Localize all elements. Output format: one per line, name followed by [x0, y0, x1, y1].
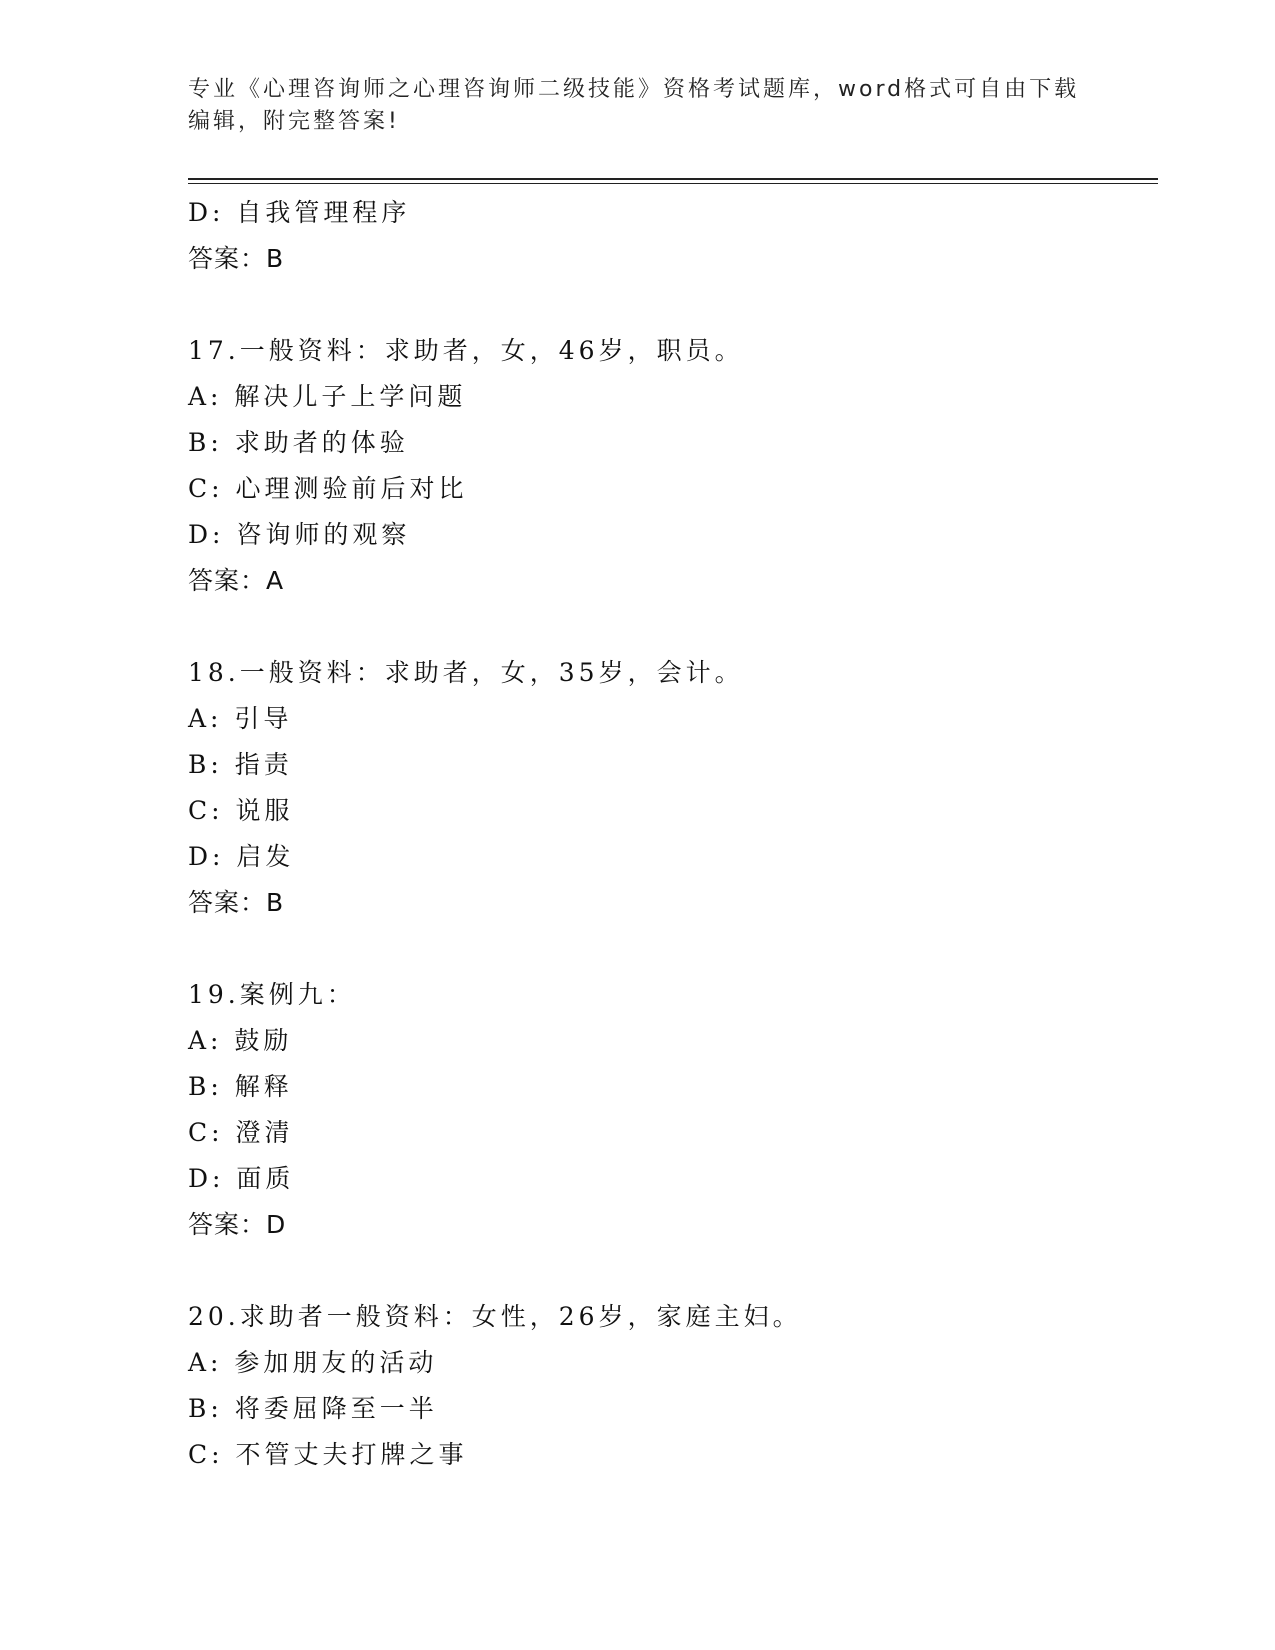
option-d: D: 启发 — [188, 842, 295, 871]
option-a: A: 解决儿子上学问题 — [188, 382, 467, 411]
option-b: B: 指责 — [188, 750, 293, 779]
question-stem: 19.案例九： — [188, 980, 356, 1009]
question-stem: 18.一般资料：求助者，女，35岁，会计。 — [188, 658, 744, 687]
option-a: A: 参加朋友的活动 — [188, 1348, 438, 1377]
question-stem: 20.求助者一般资料：女性，26岁，家庭主妇。 — [188, 1302, 802, 1331]
question-18 — [188, 650, 1148, 926]
header-divider-thick — [188, 178, 1158, 180]
option-c: C: 心理测验前后对比 — [188, 474, 468, 503]
option-b: B: 求助者的体验 — [188, 428, 409, 457]
option-d: D: 咨询师的观察 — [188, 520, 411, 549]
document-header — [188, 74, 1088, 138]
question-20 — [188, 1294, 1148, 1478]
question-list — [188, 190, 1148, 1478]
spacer — [188, 1248, 1148, 1294]
question-19 — [188, 972, 1148, 1248]
answer: 答案：A — [188, 566, 285, 595]
option-a: A: 鼓励 — [188, 1026, 293, 1055]
header-divider-thin — [188, 183, 1158, 184]
spacer — [188, 282, 1148, 328]
answer: 答案：B — [188, 888, 285, 917]
option-b: B: 将委屈降至一半 — [188, 1394, 438, 1423]
option-d: D: 面质 — [188, 1164, 295, 1193]
header-line-2: 编辑，附完整答案! — [188, 109, 400, 134]
question-stem: 17.一般资料：求助者，女，46岁，职员。 — [188, 336, 744, 365]
spacer — [188, 926, 1148, 972]
question-17 — [188, 328, 1148, 604]
option-a: A: 引导 — [188, 704, 293, 733]
spacer — [188, 604, 1148, 650]
answer: 答案：D — [188, 1210, 287, 1239]
header-line-1: 专业《心理咨询师之心理咨询师二级技能》资格考试题库，word格式可自由下载 — [188, 77, 1080, 102]
option-c: C: 不管丈夫打牌之事 — [188, 1440, 468, 1469]
answer: 答案：B — [188, 244, 285, 273]
option-d: D: 自我管理程序 — [188, 198, 411, 227]
option-b: B: 解释 — [188, 1072, 293, 1101]
option-c: C: 说服 — [188, 796, 294, 825]
option-c: C: 澄清 — [188, 1118, 294, 1147]
